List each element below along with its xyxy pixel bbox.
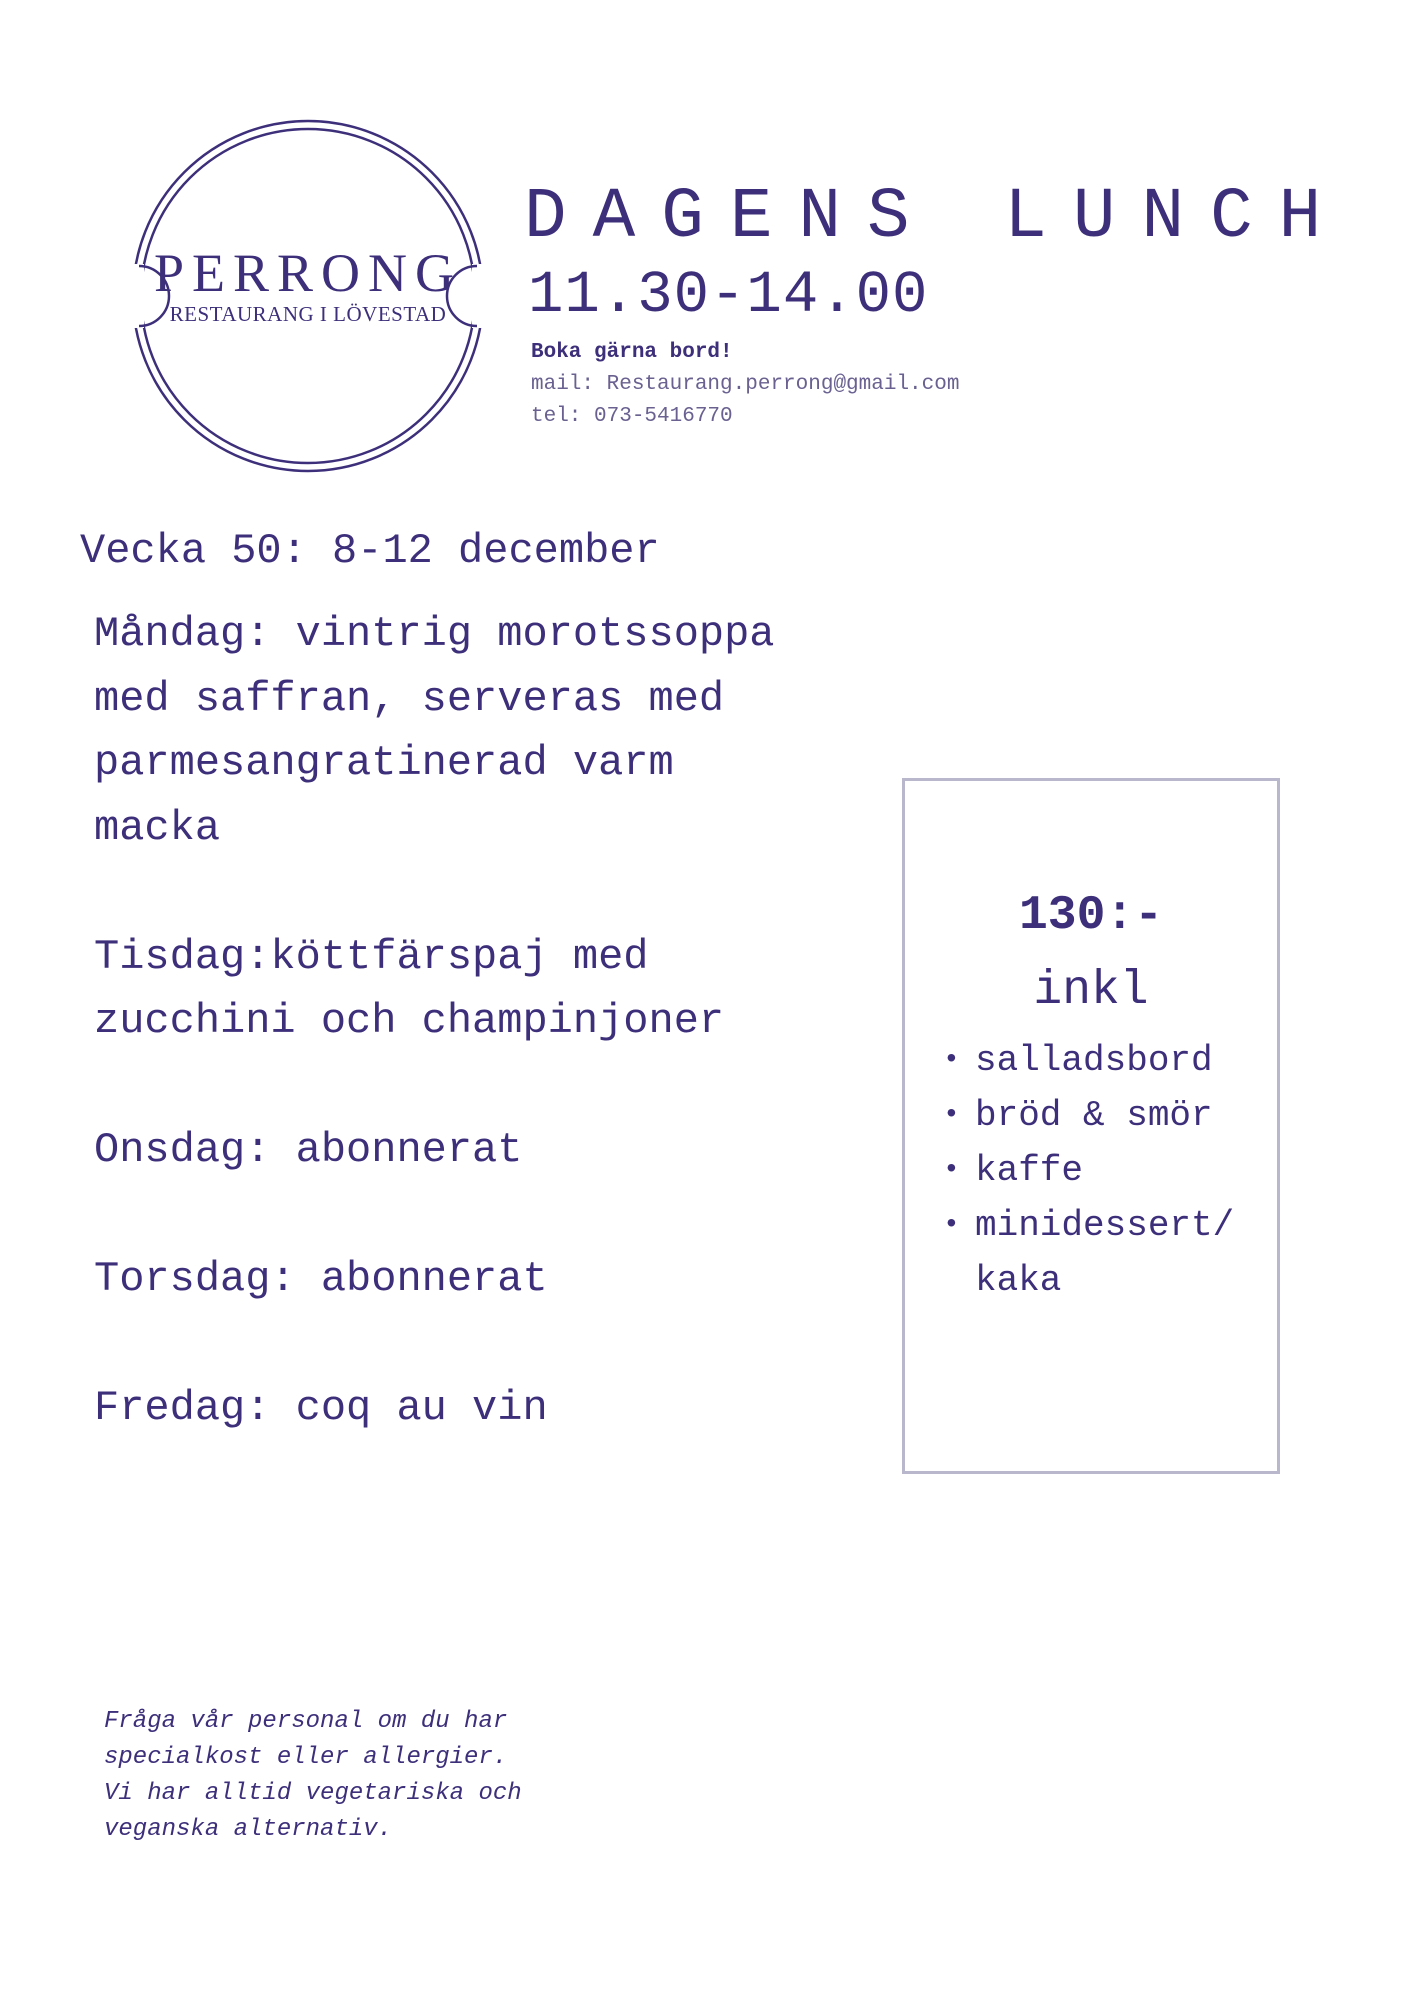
included-items-list bbox=[943, 1033, 1265, 1308]
contact-info bbox=[531, 337, 959, 433]
contact-phone: tel: 073-5416770 bbox=[531, 405, 733, 428]
booking-note: Boka gärna bord! bbox=[531, 341, 733, 364]
menu-day-monday: Måndag: vintrig morotssoppa med saffran, serveras med parmesangratinerad varm macka bbox=[94, 610, 775, 852]
daily-menu bbox=[94, 602, 814, 1441]
allergy-note-line: Fråga vår personal om du har bbox=[104, 1708, 508, 1735]
list-item bbox=[943, 1198, 1265, 1308]
price-box bbox=[902, 778, 1280, 1474]
lunch-hours: 11.30-14.00 bbox=[528, 262, 929, 329]
allergy-note-line: Vi har alltid vegetariska och bbox=[104, 1780, 522, 1807]
included-item: bröd & smör bbox=[975, 1095, 1213, 1136]
week-heading: Vecka 50: 8-12 december bbox=[80, 527, 660, 575]
allergy-note-line: specialkost eller allergier. bbox=[104, 1744, 508, 1771]
page-title: DAGENS LUNCH bbox=[524, 178, 1348, 258]
bullet-icon: • bbox=[943, 1100, 960, 1131]
price-includes-label: inkl bbox=[1033, 964, 1149, 1018]
logo-subtitle: RESTAURANG I LÖVESTAD bbox=[169, 302, 447, 326]
list-item bbox=[943, 1143, 1265, 1198]
list-item bbox=[943, 1088, 1265, 1143]
included-item: salladsbord bbox=[975, 1040, 1213, 1081]
allergy-note bbox=[104, 1704, 522, 1848]
menu-day-friday: Fredag: coq au vin bbox=[94, 1384, 548, 1432]
menu-day-tuesday: Tisdag:köttfärspaj med zucchini och champinjoner bbox=[94, 932, 725, 1045]
bullet-icon: • bbox=[943, 1155, 960, 1186]
menu-day-wednesday: Onsdag: abonnerat bbox=[94, 1126, 523, 1174]
logo-name: PERRONG bbox=[153, 243, 463, 303]
price-amount: 130:- bbox=[1018, 889, 1164, 943]
contact-mail: mail: Restaurang.perrong@gmail.com bbox=[531, 373, 960, 396]
restaurant-logo bbox=[128, 116, 488, 476]
allergy-note-line: veganska alternativ. bbox=[104, 1816, 393, 1843]
included-item: minidessert/ kaka bbox=[975, 1205, 1235, 1301]
bullet-icon: • bbox=[943, 1210, 960, 1241]
menu-day-thursday: Torsdag: abonnerat bbox=[94, 1255, 548, 1303]
included-item: kaffe bbox=[975, 1150, 1084, 1191]
list-item bbox=[943, 1033, 1265, 1088]
bullet-icon: • bbox=[943, 1045, 960, 1076]
